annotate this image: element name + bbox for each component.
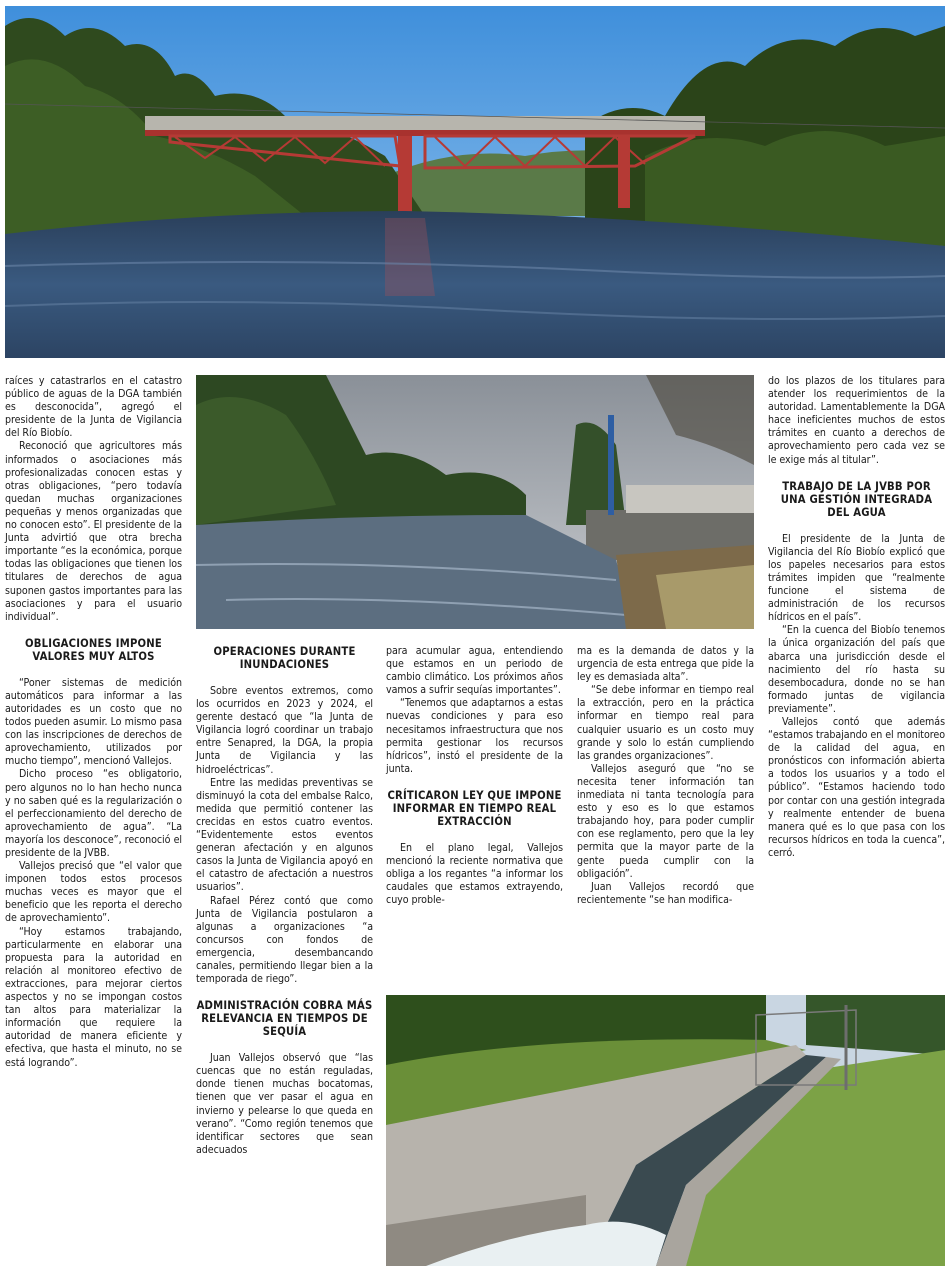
col1-paragraph-3: “Poner sistemas de medición automáticos para informar a las autoridades es un costo que no todos pueden asumir. Lo mismo pasa con las inscripciones de derechos de aprovechamiento, utilizados por mucho tiempo”, mencionó Vallejos. [5, 676, 182, 768]
photo-weir-river [196, 375, 754, 629]
canal-image [386, 995, 945, 1266]
col4-paragraph-2: “Se debe informar en tiempo real la extracción, pero en la práctica informar en tiempo real para cualquier usuario es un costo muy grande y solo lo están cumpliendo las grandes organizaciones”. [577, 684, 754, 762]
col3-paragraph-3: En el plano legal, Vallejos mencionó la reciente normativa que obliga a los regantes “a informar los caudales que estamos extrayendo, cuyo proble- [386, 841, 563, 907]
photo-bridge-river [5, 6, 945, 358]
col4-paragraph-1: ma es la demanda de datos y la urgencia de esta entrega que pide la ley es demasiada alta”. [577, 645, 754, 684]
column-5 [768, 375, 945, 860]
col1-paragraph-1: raíces y catastrarlos en el catastro público de aguas de la DGA también es desconocida”, agregó el presidente de la Junta de Vigilancia del Río Biobío. [5, 375, 182, 440]
col2-paragraph-1: Sobre eventos extremos, como los ocurridos en 2023 y 2024, el gerente destacó que “la Junta de Vigilancia logró coordinar un trabajo entre Senapred, la DGA, la propia Junta de Vigilancia y las hidroeléctricas”. [196, 685, 373, 776]
col2-subheading-operaciones: OPERACIONES DURANTE INUNDACIONES [213, 645, 356, 671]
bridge-river-image [5, 6, 945, 358]
column-2 [196, 645, 373, 1157]
col3-paragraph-1: para acumular agua, entendiendo que estamos en un periodo de cambio climático. Los próximos años vamos a sufrir sequías importantes”. [386, 645, 563, 697]
col2-subheading-administracion: ADMINISTRACIÓN COBRA MÁS RELEVANCIA EN TIEMPOS DE SEQUÍA [196, 999, 373, 1039]
col5-paragraph-3: “En la cuenca del Biobío tenemos la única organización del país que abarca una jurisdicción desde el nacimiento del río hasta su desembocadura, donde no se han formado juntas de vigilancia previamente”. [768, 624, 945, 715]
col2-paragraph-4: Juan Vallejos observó que “las cuencas que no están reguladas, donde tienen muchas bocatomas, tienen que ver pasar el agua en invierno y pelearse lo que queda en verano”. “Como región tenemos que identificar sectores que sean adecuados [196, 1052, 373, 1156]
column-4 [577, 645, 754, 907]
col1-paragraph-6: “Hoy estamos trabajando, particularmente en elaborar una propuesta para la autoridad en relación al monitoreo efectivo de extracciones, para mejorar ciertos aspectos y no se impongan costos tan altos para materializar la información que requiere la autoridad de manera eficiente y efectiva, que hasta el minuto, no se está logrando”. [5, 925, 182, 1069]
weir-river-image [196, 375, 754, 629]
col1-paragraph-5: Vallejos precisó que “el valor que imponen todos estos procesos muchas veces es mayor que el beneficio que les reporta el derecho de aprovechamiento”. [5, 860, 182, 925]
col5-paragraph-1: do los plazos de los titulares para atender los requerimientos de la autoridad. Lamentablemente la DGA hace ineficientes muchos de estos trámites en cuanto a derechos de aprovechamiento pero cada vez se le exige más al titular”. [768, 375, 945, 466]
col3-paragraph-2: “Tenemos que adaptarnos a estas nuevas condiciones y para eso necesitamos infraestructura que nos permita gestionar los recursos hídricos”, instó el presidente de la junta. [386, 697, 563, 775]
column-3 [386, 645, 563, 907]
col3-subheading-criticaron: CRÍTICARON LEY QUE IMPONE INFORMAR EN TIEMPO REAL EXTRACCIÓN [387, 788, 562, 828]
column-1 [5, 375, 182, 1070]
col2-paragraph-3: Rafael Pérez contó que como Junta de Vigilancia postularon a algunas a organizaciones “a concursos con fondos de emergencia, desembancando canales, permitiendo llegar bien a la temporada de riego”. [196, 894, 373, 986]
photo-canal [386, 995, 945, 1266]
col4-paragraph-3: Vallejos aseguró que “no se necesita tener información tan inmediata ni tanta tecnología para esto y eso es lo que estamos trabajando hoy, para poder cumplir con ese reglamento, pero que la ley permita que la mayor parte de la gente pueda cumplir con la obligación”. [577, 762, 754, 880]
col1-paragraph-2: Reconoció que agricultores más informados o asociaciones más profesionalizadas conocen estas y otras obligaciones, “pero todavía quedan muchas organizaciones pequeñas y menos organizadas que no conocen esto”. El presidente de la Junta advirtió que otra brecha importante “es la económica, porque todas las obligaciones que tienen los titulares de derechos de agua suponen gastos importantes para las asociaciones y para el usuario individual”. [5, 440, 182, 623]
col1-paragraph-4: Dicho proceso “es obligatorio, pero algunos no lo han hecho nunca y no saben qué es la regularización o el perfeccionamiento del derecho de aprovechamiento de agua”. “La mayoría los desconoce”, reconoció el presidente de la JVBB. [5, 768, 182, 859]
col4-paragraph-4: Juan Vallejos recordó que recientemente “se han modifica- [577, 880, 754, 906]
col2-paragraph-2: Entre las medidas preventivas se disminuyó la cota del embalse Ralco, medida que permitió contener las crecidas en estos cuatro eventos. “Evidentemente estos eventos generan afectación y en algunos casos la Junta de Vigilancia apoyó en el catastro de afectación a nuestros usuarios”. [196, 776, 373, 894]
col5-paragraph-2: El presidente de la Junta de Vigilancia del Río Biobío explicó que los papeles necesarios para estos trámites impiden que “realmente funcione el sistema de administración de los recursos hídricos en el país”. [768, 532, 945, 624]
col5-paragraph-4: Vallejos contó que además “estamos trabajando en el monitoreo de la calidad del agua, en pronósticos con información abierta a todos los usuarios y a todo el público”. “Estamos haciendo todo por contar con una gestión integrada y realmente entender de buena manera qué es lo que pasa con los recursos hídricos en toda la cuenca”, cerró. [768, 715, 945, 859]
col1-subheading-obligaciones: OBLIGACIONES IMPONE VALORES MUY ALTOS [25, 636, 162, 663]
col5-subheading-trabajo: TRABAJO DE LA JVBB POR UNA GESTIÓN INTEGRADA DEL AGUA [780, 479, 933, 519]
